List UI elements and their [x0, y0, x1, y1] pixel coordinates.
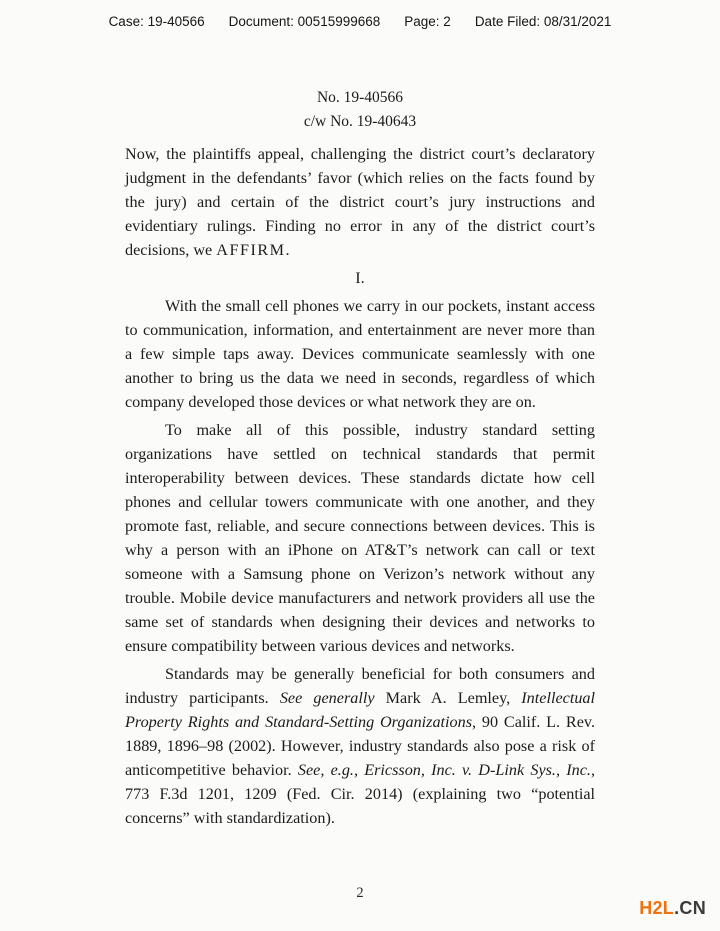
watermark-primary-text: H2L — [639, 898, 675, 918]
text-run: To make all of this possible, industry standard setting organizations have settled on technical standards that permit interoperability between devices. These standards dictate how cell phones and cellular towers communicate with one another, and they promote fast, reliable, and secure connections between devices. This is why a person with an iPhone on AT&T’s network can call or text someone with a Samsung phone on Verizon’s network without any trouble. Mobile device manufacturers and network providers all use the same set of standards when designing their devices and networks to ensure compatibility between various devices and networks. — [125, 421, 595, 655]
stamp-case-number: Case: 19-40566 — [108, 14, 205, 29]
intro-paragraph — [125, 142, 595, 262]
text-run-italic: Ericsson, Inc. v. D-Link Sys., Inc. — [364, 761, 591, 779]
docket-number: No. 19-40566 — [316, 89, 404, 106]
watermark-logo — [639, 898, 706, 918]
stamp-date-filed: Date Filed: 08/31/2021 — [474, 14, 612, 29]
body-paragraph — [125, 662, 595, 830]
text-run: , 773 F.3d 1201, 1209 (Fed. Cir. 2014) (explaining two “potential concerns” with standardization). — [125, 761, 595, 827]
stamp-page-number: Page: 2 — [404, 14, 451, 29]
text-run: , 90 Calif. L. Rev. 1889, 1896–98 (2002). However, industry standards also pose a risk of anticompetitive behavior. — [125, 713, 595, 779]
watermark-secondary-text: .CN — [674, 898, 706, 918]
stamp-document-number: Document: 00515999668 — [228, 14, 381, 29]
case-caption — [0, 86, 720, 134]
opinion-body — [125, 142, 595, 830]
text-run: With the small cell phones we carry in our pockets, instant access to communication, information, and entertainment are never more than a few simple taps away. Devices communicate seamlessly with one another to bring us the data we need in seconds, regardless of which company developed those devices or what network they are on. — [125, 297, 595, 411]
text-run-spread: AFFIRM. — [216, 241, 292, 259]
text-run: Standards may be generally beneficial for both consumers and industry participants. — [125, 665, 595, 707]
section-heading: I. — [355, 269, 365, 287]
text-run-italic: Intellectual Property Rights and Standard-Setting Organizations — [125, 689, 596, 731]
text-run: Mark A. Lemley, — [374, 689, 522, 707]
filing-stamp-header — [0, 0, 720, 30]
body-paragraph — [125, 294, 595, 414]
text-run-italic: See generally — [279, 689, 375, 707]
body-paragraph — [125, 418, 595, 658]
text-run-italic: See, e.g., — [297, 761, 359, 779]
consolidated-docket-number: c/w No. 19-40643 — [303, 113, 417, 130]
page-number: 2 — [356, 885, 364, 901]
text-run: Now, the plaintiffs appeal, challenging the district court’s declaratory judgment in the defendants’ favor (which relies on the facts found by the jury) and certain of the district court’s jury instructions and evidentiary rulings. Finding no error in any of the district court’s decisions, we — [125, 145, 595, 259]
